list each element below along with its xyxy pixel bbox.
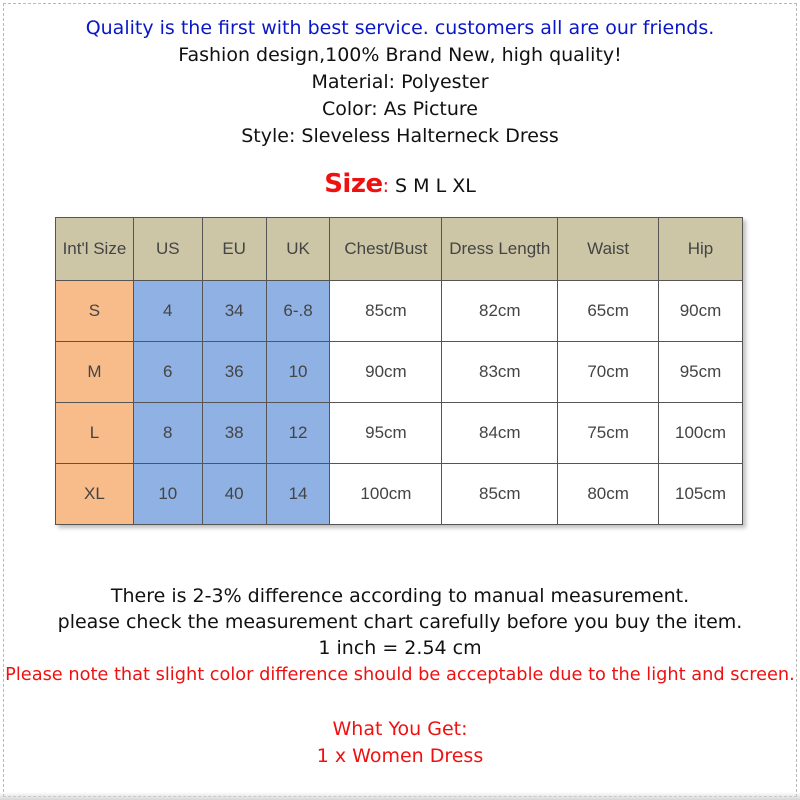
table-row (56, 342, 743, 403)
dress-length-cell: 85cm (442, 464, 558, 525)
eu-size-cell: 40 (202, 464, 266, 525)
us-size-cell: 6 (133, 342, 202, 403)
waist-cell: 65cm (558, 281, 659, 342)
table-header-row (56, 218, 743, 281)
inch-conversion-note: 1 inch = 2.54 cm (318, 637, 482, 659)
column-header: US (133, 218, 202, 281)
what-you-get-heading: What You Get: (332, 718, 468, 740)
us-size-cell: 4 (133, 281, 202, 342)
waist-cell: 80cm (558, 464, 659, 525)
eu-size-cell: 34 (202, 281, 266, 342)
color-difference-warning: Please note that slight color difference should be acceptable due to the light and screen. (5, 665, 795, 685)
bottom-shadow (0, 792, 800, 800)
color-text: Color: As Picture (322, 98, 478, 120)
size-label: Size (324, 169, 383, 199)
column-header: Waist (558, 218, 659, 281)
column-header: Dress Length (442, 218, 558, 281)
uk-size-cell: 12 (266, 403, 330, 464)
size-separator: : (382, 175, 389, 197)
intl-size-cell: L (56, 403, 134, 464)
hip-cell: 100cm (659, 403, 743, 464)
eu-size-cell: 38 (202, 403, 266, 464)
uk-size-cell: 6-.8 (266, 281, 330, 342)
eu-size-cell: 36 (202, 342, 266, 403)
us-size-cell: 8 (133, 403, 202, 464)
column-header: Hip (659, 218, 743, 281)
intl-size-cell: M (56, 342, 134, 403)
check-chart-note: please check the measurement chart carefully before you buy the item. (57, 611, 743, 633)
size-values: S M L XL (389, 175, 476, 197)
chest-cell: 85cm (330, 281, 442, 342)
dress-length-cell: 82cm (442, 281, 558, 342)
column-header: Int'l Size (56, 218, 134, 281)
intl-size-cell: XL (56, 464, 134, 525)
waist-cell: 70cm (558, 342, 659, 403)
intl-size-cell: S (56, 281, 134, 342)
package-item: 1 x Women Dress (316, 745, 484, 767)
hip-cell: 95cm (659, 342, 743, 403)
tagline: Quality is the first with best service. customers all are our friends. (85, 17, 715, 39)
chest-cell: 90cm (330, 342, 442, 403)
waist-cell: 75cm (558, 403, 659, 464)
dress-length-cell: 84cm (442, 403, 558, 464)
table-row (56, 464, 743, 525)
measurement-difference-note: There is 2-3% difference according to manual measurement. (110, 585, 690, 607)
column-header: EU (202, 218, 266, 281)
dress-length-cell: 83cm (442, 342, 558, 403)
table-row (56, 403, 743, 464)
table-row (56, 281, 743, 342)
column-header: UK (266, 218, 330, 281)
style-text: Style: Sleveless Halterneck Dress (241, 125, 559, 147)
size-line (0, 169, 800, 201)
hip-cell: 105cm (659, 464, 743, 525)
uk-size-cell: 10 (266, 342, 330, 403)
uk-size-cell: 14 (266, 464, 330, 525)
product-description: Fashion design,100% Brand New, high quality! (178, 44, 622, 66)
material-text: Material: Polyester (311, 71, 489, 93)
chest-cell: 100cm (330, 464, 442, 525)
size-chart-table (55, 217, 743, 525)
column-header: Chest/Bust (330, 218, 442, 281)
us-size-cell: 10 (133, 464, 202, 525)
hip-cell: 90cm (659, 281, 743, 342)
chest-cell: 95cm (330, 403, 442, 464)
